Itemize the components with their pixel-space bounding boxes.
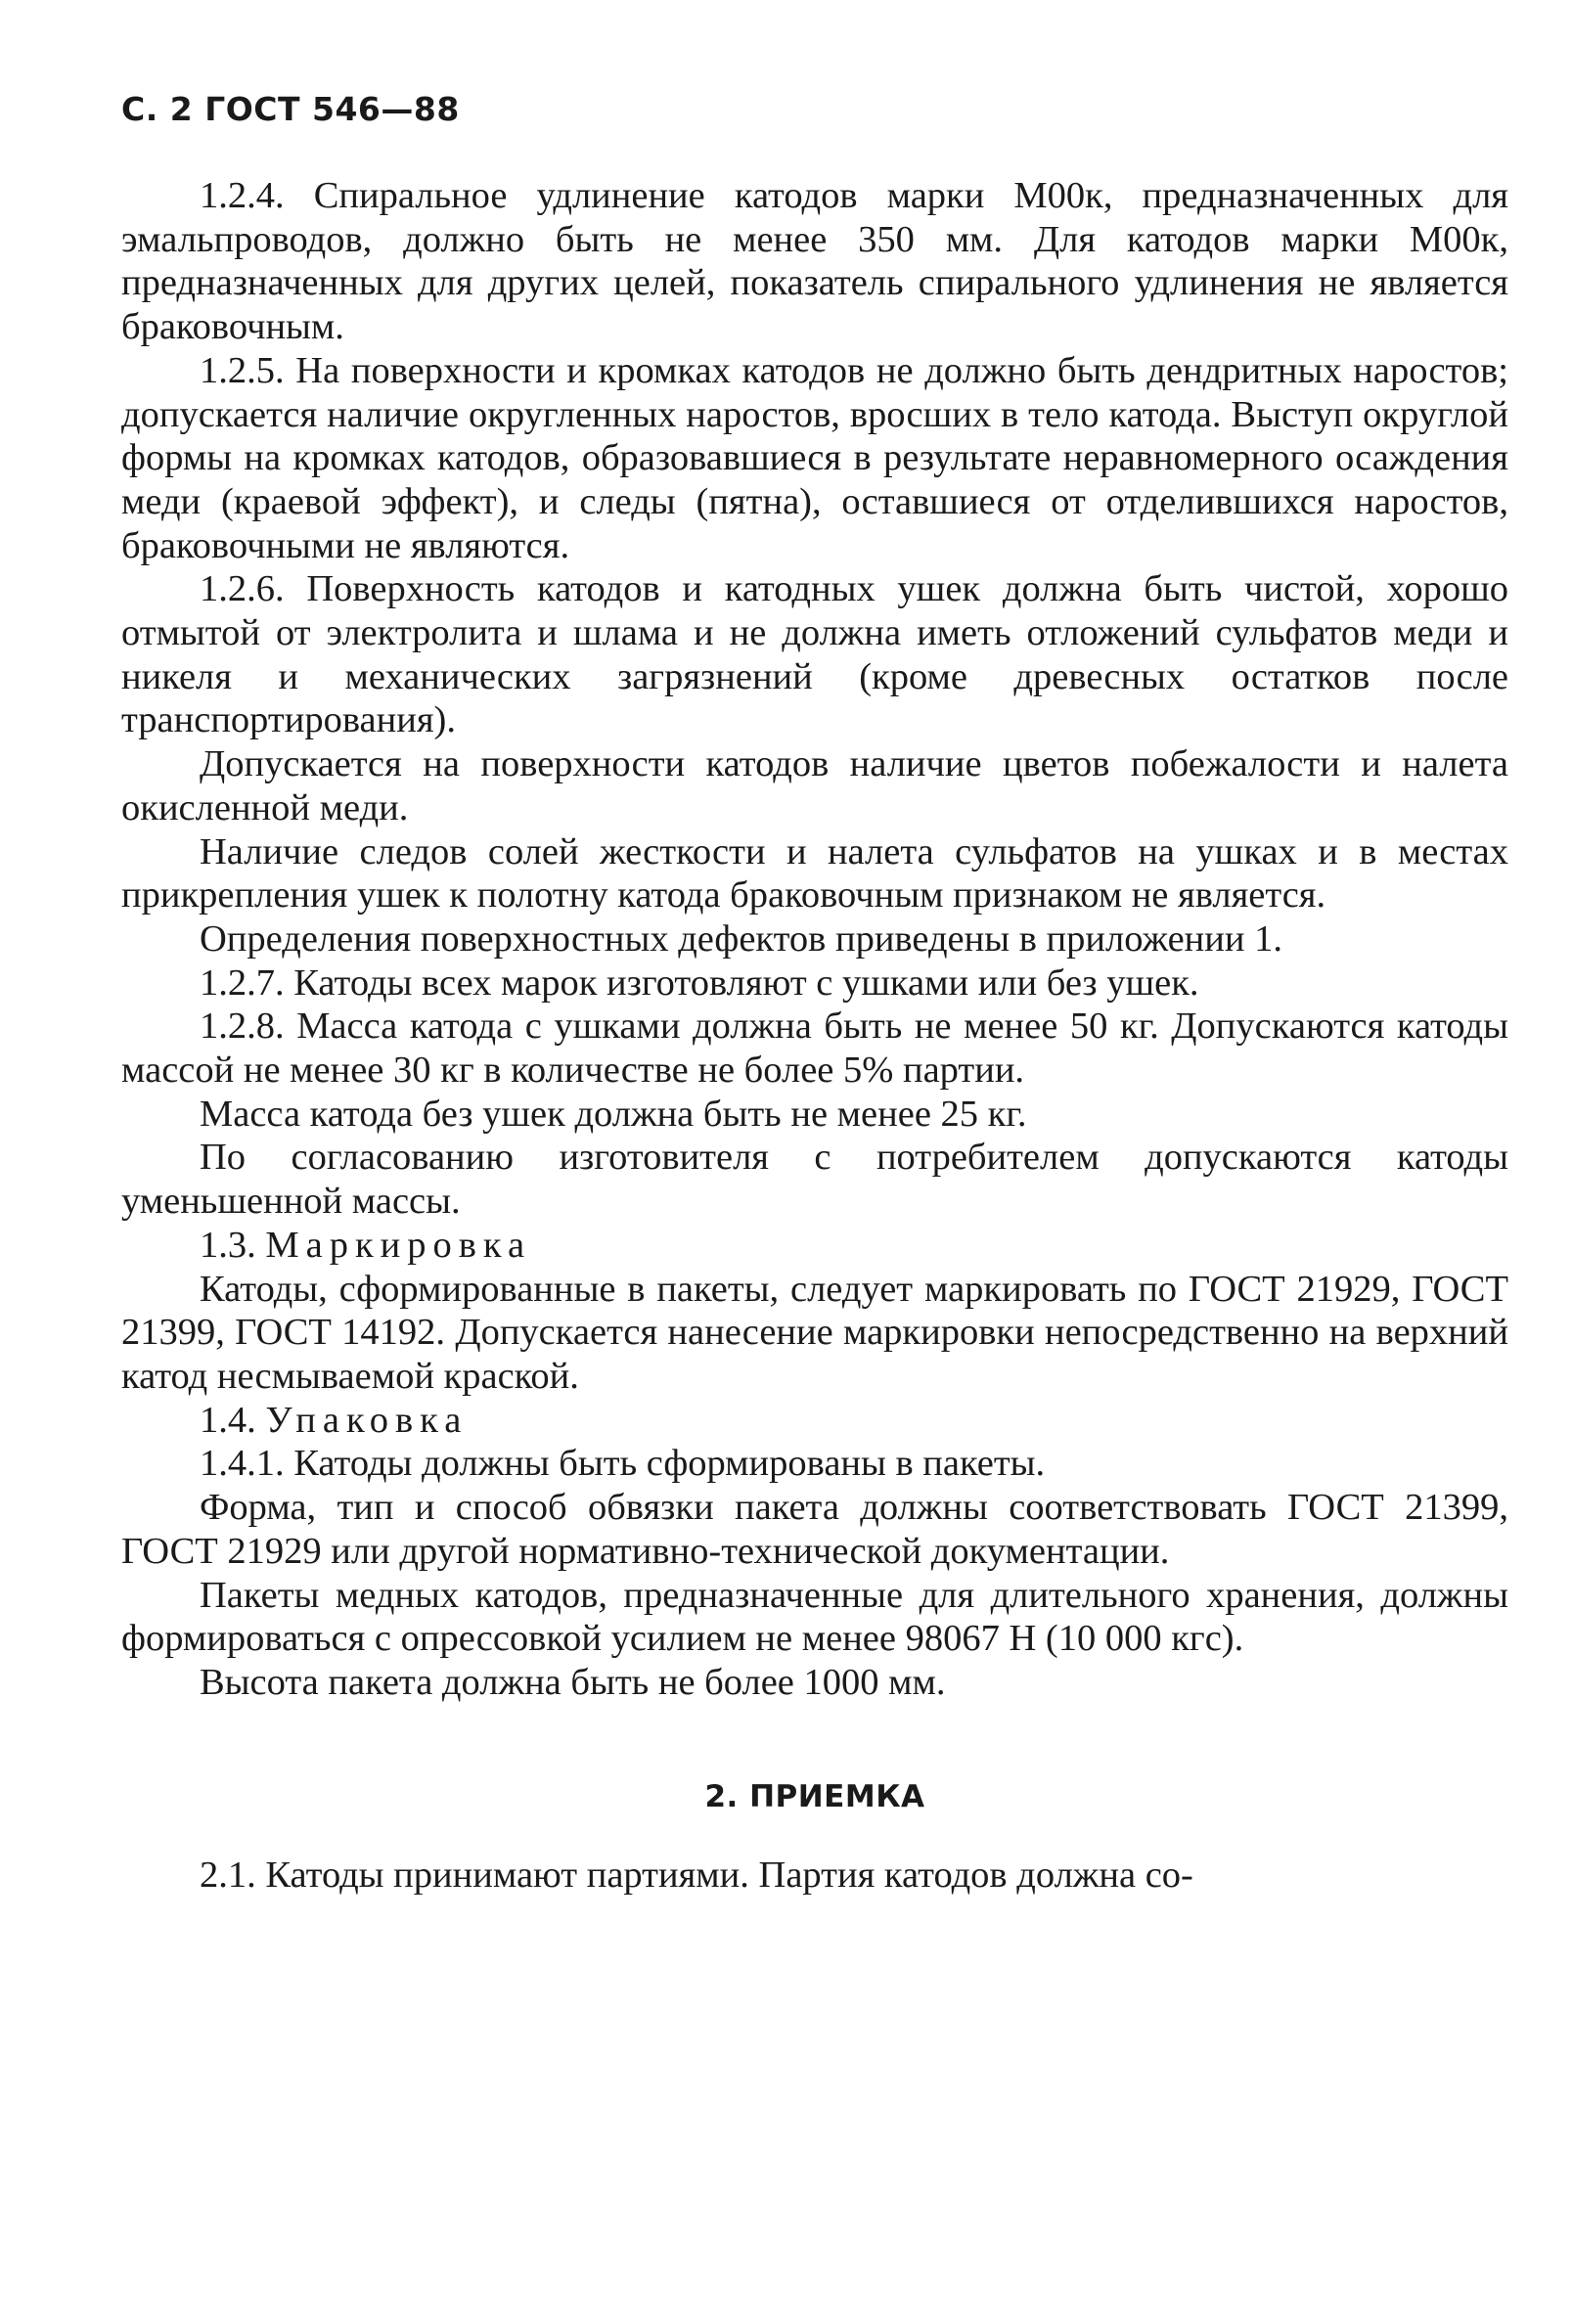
subsection-number: 1.4. (200, 1399, 256, 1441)
paragraph-1-2-7: 1.2.7. Катоды всех марок изготовляют с ушками или без ушек. (200, 961, 1199, 1004)
paragraph-salts: Наличие следов солей жесткости и налета сульфатов на ушках и в местах прикрепления ушек к полотну катода браковочным признаком не является. (121, 830, 1508, 916)
section-heading-acceptance: 2. ПРИЕМКА (704, 1778, 925, 1814)
paragraph-1-2-4: 1.2.4. Спиральное удлинение катодов марки М00к, предназначенных для эмальпроводов, должно быть не менее 350 мм. Для катодов марки М00к, предназначенных для других целей, показатель спирального удлинения не является браковочным. (121, 175, 1508, 348)
paragraph-1-2-5: 1.2.5. На поверхности и кромках катодов не должно быть дендритных наростов; допускается наличие округленных наростов, вросших в тело катода. Выступ округлой формы на кромках катодов, образовавшиеся в результате неравномерного осаждения меди (краевой эффект), и следы (пятна), оставшиеся от отделившихся наростов, браковочными не являются. (121, 349, 1508, 566)
subsection-title: Упаковка (265, 1399, 469, 1441)
paragraph-mass-no-lugs: Масса катода без ушек должна быть не менее 25 кг. (200, 1093, 1027, 1135)
paragraph-long-storage: Пакеты медных катодов, предназначенные для длительного хранения, должны формироваться с опрессовкой усилием не менее 98067 Н (10 000 кгс). (121, 1574, 1508, 1660)
subsection-title: Маркировка (265, 1224, 532, 1266)
paragraph-1-2-6: 1.2.6. Поверхность катодов и катодных ушек должна быть чистой, хорошо отмытой от электролита и шлама и не должна иметь отложений сульфатов меди и никеля и механических загрязнений (кроме древесных остатков после транспортирования). (121, 568, 1508, 741)
paragraph-strapping: Форма, тип и способ обвязки пакета должны соответствовать ГОСТ 21399, ГОСТ 21929 или другой нормативно-технической документации. (121, 1487, 1508, 1572)
paragraph-marking: Катоды, сформированные в пакеты, следует маркировать по ГОСТ 21929, ГОСТ 21399, ГОСТ 14192. Допускается нанесение маркировки непосредственно на верхний катод несмываемой краской. (121, 1268, 1508, 1397)
paragraph-1-2-8: 1.2.8. Масса катода с ушками должна быть не менее 50 кг. Допускаются катоды массой не менее 30 кг в количестве не более 5% партии. (121, 1006, 1508, 1092)
document-body (121, 174, 1508, 1897)
page-header: С. 2 ГОСТ 546—88 (121, 90, 460, 128)
paragraph-definitions: Определения поверхностных дефектов приведены в приложении 1. (200, 917, 1282, 960)
paragraph-1-4-1: 1.4.1. Катоды должны быть сформированы в пакеты. (200, 1443, 1046, 1485)
paragraph-tarnish: Допускается на поверхности катодов наличие цветов побежалости и налета окисленной меди. (121, 743, 1508, 828)
subsection-heading-packing (121, 1399, 1508, 1443)
paragraph-package-height: Высота пакета должна быть не более 1000 мм. (200, 1661, 946, 1703)
paragraph-2-1: 2.1. Катоды принимают партиями. Партия катодов должна со- (200, 1854, 1193, 1896)
subsection-number: 1.3. (200, 1224, 256, 1266)
paragraph-reduced-mass: По согласованию изготовителя с потребителем допускаются катоды уменьшенной массы. (121, 1137, 1508, 1223)
subsection-heading-marking (121, 1224, 1508, 1268)
